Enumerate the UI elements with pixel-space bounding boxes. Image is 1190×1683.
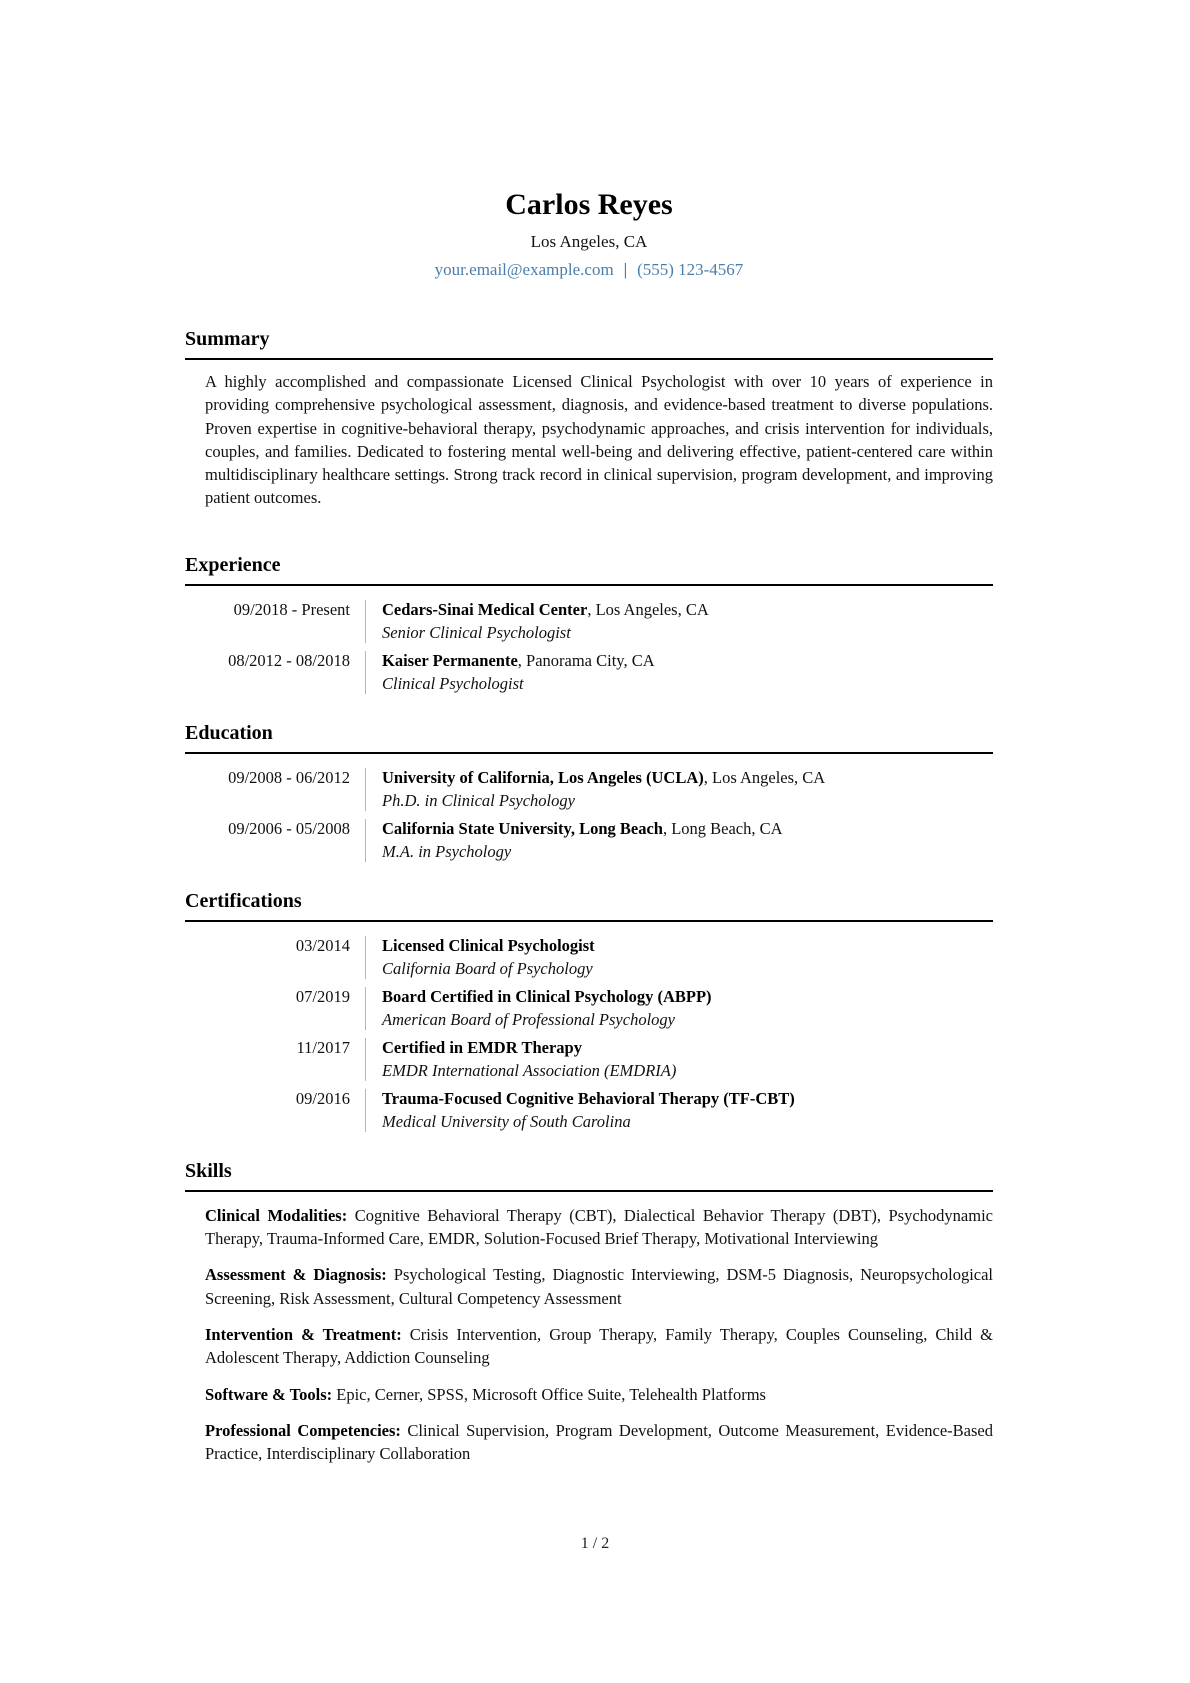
entry-date: 09/2008 - 06/2012 [228, 767, 350, 787]
entry-date: 03/2014 [295, 935, 350, 955]
experience-entry [185, 649, 993, 696]
person-name: Carlos Reyes [505, 188, 673, 221]
entry-headline [382, 766, 993, 790]
entry-headline [382, 598, 993, 622]
skill-label: Assessment & Diagnosis: [205, 1265, 387, 1285]
entry-body [382, 766, 993, 813]
certification-entry [185, 934, 993, 981]
skill-group [185, 1323, 993, 1370]
entry-body [382, 598, 993, 645]
entry-degree: M.A. in Psychology [382, 842, 512, 862]
skills-rule [185, 1190, 993, 1192]
skills-title: Skills [185, 1159, 232, 1182]
entry-divider [365, 819, 366, 862]
summary-text: A highly accomplished and compassionate Licensed Clinical Psychologist with over 10 years of experience in providing comprehensive psychological assessment, diagnosis, and evidence-based treatment to diverse populations. Proven expertise in cognitive-behavioral therapy, psychodynamic approaches, and crisis intervention for individuals, couples, and families. Dedicated to fostering mental well-being and delivering effective, patient-centered care within multidisciplinary healthcare settings. Strong track record in clinical supervision, program development, and improving patient outcomes. [205, 372, 993, 508]
skill-text: Psychological Testing, Diagnostic Interviewing, DSM-5 Diagnosis, Neuropsychological Screening, Risk Assessment, Cultural Competency Assessment [205, 1265, 994, 1308]
section-education [185, 700, 993, 864]
entry-divider [365, 1089, 366, 1132]
skill-group [185, 1204, 993, 1251]
certification-name: Board Certified in Clinical Psychology (ABPP) [382, 986, 712, 1006]
certification-entries [185, 934, 993, 1134]
entry-body [382, 1036, 993, 1083]
email-link[interactable]: your.email@example.com [434, 260, 614, 279]
entry-org: Kaiser Permanente [382, 650, 518, 670]
entry-body [382, 817, 993, 864]
skill-group [185, 1263, 993, 1310]
entry-body [382, 934, 993, 981]
skill-label: Professional Competencies: [205, 1420, 401, 1440]
contact-line [185, 258, 993, 281]
certification-name: Licensed Clinical Psychologist [382, 935, 595, 955]
resume-content [185, 190, 993, 1478]
entry-date: 11/2017 [296, 1037, 350, 1057]
entry-location: , Long Beach, CA [662, 818, 783, 838]
entry-date: 09/2016 [295, 1088, 350, 1108]
certification-entry [185, 985, 993, 1032]
skill-text: Cognitive Behavioral Therapy (CBT), Dialectical Behavior Therapy (DBT), Psychodynamic Therapy, Trauma-Informed Care, EMDR, Solution-Focused Brief Therapy, Motivational Interviewing [205, 1205, 993, 1249]
section-experience [185, 510, 993, 696]
entry-body [382, 985, 993, 1032]
page-number: 1 / 2 [580, 1535, 610, 1552]
entry-body [382, 1087, 993, 1134]
experience-rule [185, 584, 993, 586]
skill-group [185, 1419, 993, 1466]
entry-divider [365, 1038, 366, 1081]
entry-org: University of California, Los Angeles (UCLA) [382, 767, 704, 787]
entry-date: 09/2018 - Present [233, 599, 350, 619]
certification-issuer: Medical University of South Carolina [382, 1112, 631, 1132]
skill-label: Intervention & Treatment: [205, 1324, 402, 1344]
entry-date: 09/2006 - 05/2008 [228, 818, 350, 838]
certification-entry [185, 1087, 993, 1134]
entry-role: Clinical Psychologist [382, 674, 524, 694]
entry-headline [382, 817, 993, 841]
education-title: Education [185, 721, 273, 744]
experience-entry [185, 598, 993, 645]
phone-link[interactable]: (555) 123-4567 [637, 260, 744, 279]
entry-role: Senior Clinical Psychologist [382, 623, 571, 643]
entry-headline [382, 649, 993, 673]
skill-group [185, 1383, 993, 1406]
entry-divider [365, 768, 366, 811]
certification-issuer: EMDR International Association (EMDRIA) [382, 1061, 677, 1081]
certifications-rule [185, 920, 993, 922]
entry-location: , Los Angeles, CA [703, 767, 826, 787]
entry-date: 08/2012 - 08/2018 [228, 650, 350, 670]
summary-title: Summary [185, 328, 270, 350]
entry-divider [365, 600, 366, 643]
skill-text: Epic, Cerner, SPSS, Microsoft Office Suite, Telehealth Platforms [336, 1384, 766, 1404]
certification-entry [185, 1036, 993, 1083]
education-entries [185, 766, 993, 864]
entry-divider [365, 651, 366, 694]
entry-location: , Los Angeles, CA [587, 599, 709, 619]
section-certifications [185, 868, 993, 1134]
experience-title: Experience [185, 553, 281, 576]
skill-text: Crisis Intervention, Group Therapy, Family Therapy, Couples Counseling, Child & Adolescent Therapy, Addiction Counseling [205, 1324, 993, 1368]
education-entry [185, 817, 993, 864]
certification-name: Certified in EMDR Therapy [382, 1037, 582, 1057]
skill-label: Software & Tools: [205, 1384, 333, 1404]
entry-divider [365, 987, 366, 1030]
certification-issuer: American Board of Professional Psychology [382, 1010, 675, 1030]
entry-body [382, 649, 993, 696]
entry-date: 07/2019 [295, 986, 350, 1006]
summary-rule [185, 358, 993, 360]
entry-location: , Panorama City, CA [517, 650, 655, 670]
entry-divider [365, 936, 366, 979]
entry-org: Cedars-Sinai Medical Center [382, 599, 588, 619]
certification-name: Trauma-Focused Cognitive Behavioral Therapy (TF-CBT) [382, 1088, 795, 1108]
certification-issuer: California Board of Psychology [382, 959, 593, 979]
experience-entries [185, 598, 993, 696]
person-location: Los Angeles, CA [530, 232, 648, 251]
certifications-title: Certifications [185, 889, 302, 912]
skill-label: Clinical Modalities: [205, 1205, 348, 1225]
contact-separator: | [623, 260, 628, 279]
section-skills [185, 1138, 993, 1466]
entry-org: California State University, Long Beach [382, 818, 663, 838]
section-summary [185, 281, 993, 510]
education-entry [185, 766, 993, 813]
skill-text: Clinical Supervision, Program Development, Outcome Measurement, Evidence-Based Practice, Interdisciplinary Collaboration [205, 1420, 993, 1464]
education-rule [185, 752, 993, 754]
header [185, 190, 993, 281]
entry-degree: Ph.D. in Clinical Psychology [382, 791, 575, 811]
